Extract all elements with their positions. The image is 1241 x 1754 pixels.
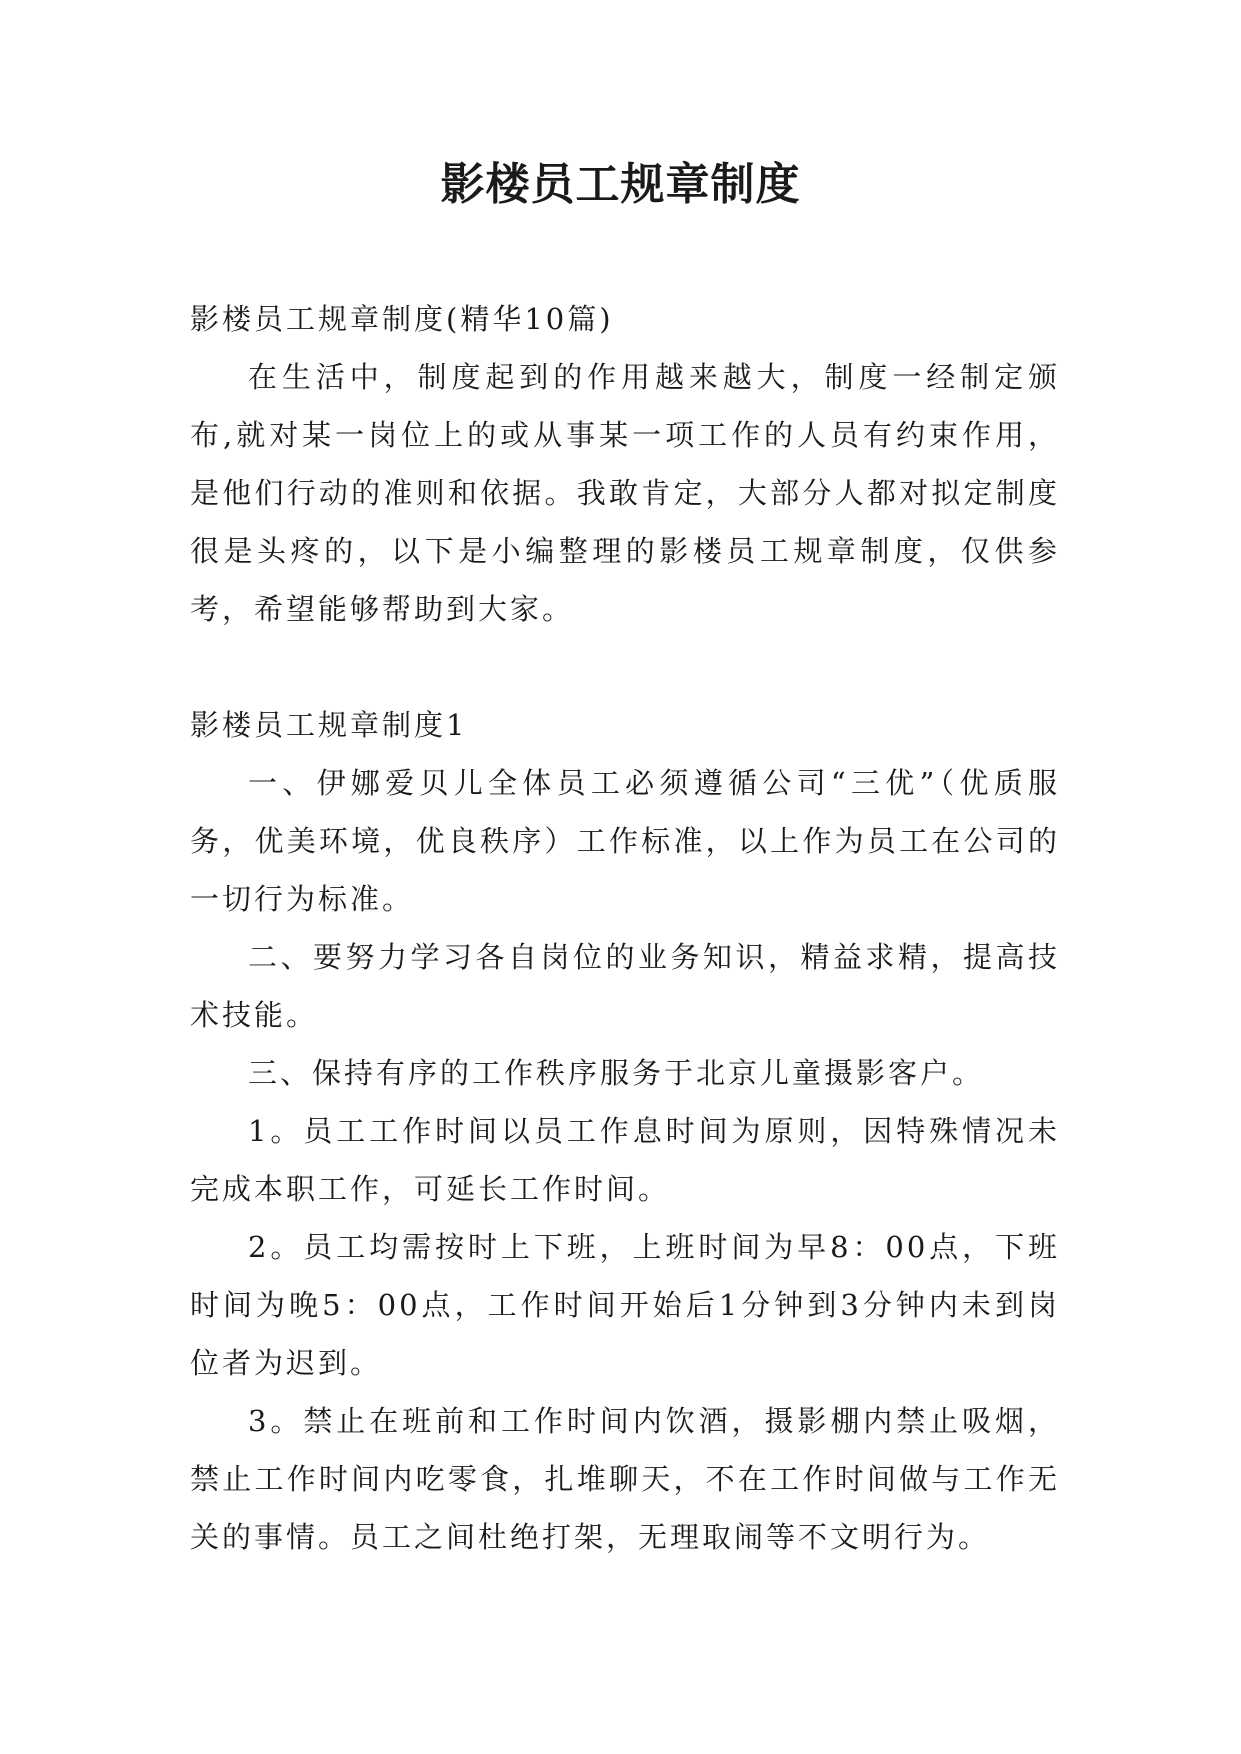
section-paragraph: 3。禁止在班前和工作时间内饮酒，摄影棚内禁止吸烟，禁止工作时间内吃零食，扎堆聊天，不在工作时间做与工作无关的事情。员工之间杜绝打架，无理取闹等不文明行为。 xyxy=(190,1404,1060,1554)
section-paragraph: 1。员工工作时间以员工作息时间为原则，因特殊情况未完成本职工作，可延长工作时间。 xyxy=(190,1114,1060,1206)
document-body xyxy=(190,290,1060,1566)
section-paragraph: 一、伊娜爱贝儿全体员工必须遵循公司“三优”（优质服务，优美环境，优良秩序）工作标准，以上作为员工在公司的一切行为标准。 xyxy=(190,766,1060,916)
section-paragraph: 2。员工均需按时上下班，上班时间为早8：00点，下班时间为晚5：00点，工作时间开始后1分钟到3分钟内未到岗位者为迟到。 xyxy=(190,1230,1060,1380)
document-title: 影楼员工规章制度 xyxy=(440,159,801,210)
section-paragraph: 三、保持有序的工作秩序服务于北京儿童摄影客户。 xyxy=(248,1056,985,1090)
document-subtitle: 影楼员工规章制度(精华10篇) xyxy=(190,302,614,336)
section-heading: 影楼员工规章制度1 xyxy=(190,708,468,742)
intro-paragraph: 在生活中，制度起到的作用越来越大，制度一经制定颁布,就对某一岗位上的或从事某一项工作的人员有约束作用，是他们行动的准则和依据。我敢肯定，大部分人都对拟定制度很是头疼的，以下是小编整理的影楼员工规章制度，仅供参考，希望能够帮助到大家。 xyxy=(190,360,1060,626)
section-paragraph: 二、要努力学习各自岗位的业务知识，精益求精，提高技术技能。 xyxy=(190,940,1060,1032)
